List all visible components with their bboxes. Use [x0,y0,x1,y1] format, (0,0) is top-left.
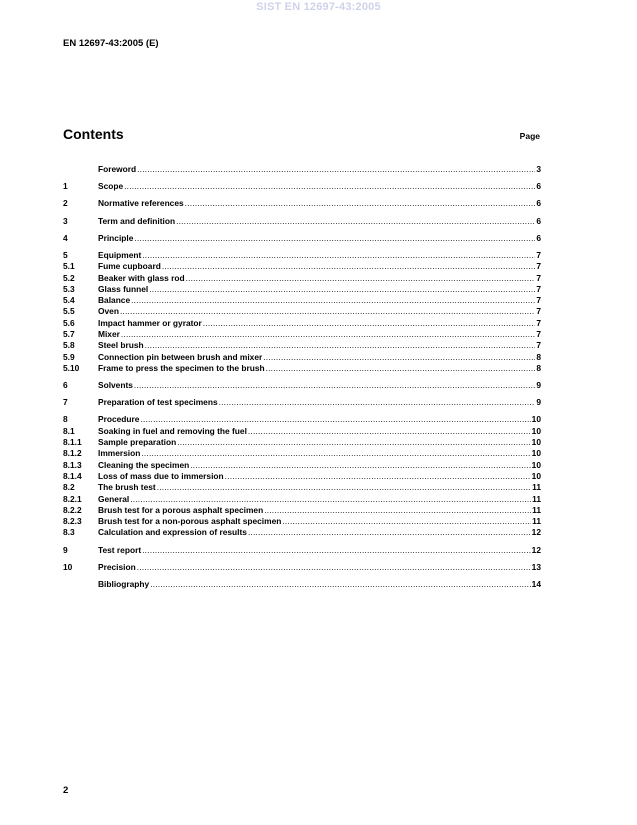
toc-entry-number: 7 [63,397,68,408]
toc-entry-page: 10 [531,470,541,481]
toc-entry-number: 2 [63,198,68,209]
toc-entry-page: 6 [536,215,541,226]
toc-entry-number: 10 [63,561,73,572]
toc-entry[interactable] [63,284,541,295]
toc-entry-title: Procedure [98,414,140,425]
toc-dot-leader [120,306,535,317]
toc-entry-number: 8.2.1 [63,493,82,504]
toc-entry-number: 5.5 [63,306,75,317]
toc-entry-title: Solvents [98,380,133,391]
toc-entry-title: Frame to press the specimen to the brush [98,362,265,373]
toc-entry-number: 1 [63,181,68,192]
toc-dot-leader [137,164,535,175]
toc-entry-title: Brush test for a non-porous asphalt specimen [98,516,282,527]
toc-entry-title: Impact hammer or gyrator [98,317,202,328]
toc-entry-title: Immersion [98,448,141,459]
toc-entry-number: 5.9 [63,351,75,362]
toc-entry-title: Bibliography [98,579,150,589]
toc-entry-title: Connection pin between brush and mixer [98,351,263,362]
toc-entry-number: 9 [63,544,68,555]
page-column-label: Page [519,131,540,141]
toc-dot-leader [248,527,531,538]
toc-entry-title: Brush test for a porous asphalt specimen [98,504,264,515]
toc-dot-leader [141,448,530,459]
toc-entry-number: 8.1.3 [63,459,82,470]
toc-entry-page: 14 [531,579,541,589]
toc-entry-page: 7 [536,272,541,283]
toc-entry-page: 7 [536,306,541,317]
document-id: EN 12697-43:2005 (E) [63,38,159,49]
toc-entry-page: 8 [536,362,541,373]
page-number: 2 [63,785,69,796]
toc-entry-number: 8.3 [63,527,75,538]
toc-entry[interactable] [63,318,541,329]
toc-entry-number: 8.1 [63,425,75,436]
toc-entry-title: Beaker with glass rod [98,272,185,283]
toc-entry-number: 8.2.3 [63,516,82,527]
toc-entry-title: Test report [98,544,142,555]
toc-entry-number: 5.8 [63,340,75,351]
toc-dot-leader [157,482,531,493]
toc-dot-leader [225,471,531,482]
toc-entry-page: 11 [532,493,541,504]
toc-entry[interactable] [63,505,541,516]
toc-entry[interactable] [63,352,541,363]
toc-entry-page: 7 [536,249,541,260]
toc-entry-number: 4 [63,232,68,243]
toc-entry-title: Preparation of test specimens [98,397,218,408]
toc-entry-page: 3 [536,164,541,174]
toc-entry-page: 7 [536,317,541,328]
toc-dot-leader [142,250,535,261]
toc-entry-title: Sample preparation [98,437,177,448]
toc-entry[interactable] [63,562,541,573]
toc-dot-leader [150,579,530,590]
toc-entry[interactable] [63,340,541,351]
toc-entry-page: 11 [532,516,541,527]
toc-entry[interactable] [63,329,541,340]
toc-entry[interactable] [63,414,541,425]
toc-entry-number: 5.6 [63,317,75,328]
toc-entry-title: Steel brush [98,340,144,351]
toc-entry-title: Glass funnel [98,283,149,294]
toc-entry-title: Fume cupboard [98,261,161,272]
toc-entry-page: 10 [531,448,541,459]
toc-dot-leader [134,233,535,244]
toc-entry-number: 5.3 [63,283,75,294]
toc-entry[interactable] [63,527,541,538]
toc-entry[interactable] [63,273,541,284]
toc-dot-leader [162,261,536,272]
toc-entry-number: 5.10 [63,362,80,373]
toc-dot-leader [140,414,530,425]
toc-entry[interactable] [63,460,541,471]
toc-entry[interactable] [63,579,541,590]
watermark: SIST EN 12697-43:2005 [256,1,381,13]
toc-dot-leader [190,460,530,471]
toc-entry-title: Equipment [98,249,142,260]
toc-entry-title: Mixer [98,329,120,340]
toc-entry-page: 7 [536,261,541,272]
toc-entry-number: 5.1 [63,261,75,272]
toc-dot-leader [219,397,536,408]
toc-dot-leader [186,273,536,284]
toc-dot-leader [130,494,531,505]
toc-entry-number: 5.2 [63,272,75,283]
toc-dot-leader [134,380,535,391]
toc-entry[interactable] [63,250,541,261]
toc-entry-number: 3 [63,215,68,226]
toc-entry-title: Loss of mass due to immersion [98,470,224,481]
toc-entry-page: 7 [536,295,541,306]
toc-entry-number: 5.4 [63,295,75,306]
toc-entry-page: 11 [532,482,541,493]
toc-entry[interactable] [63,306,541,317]
toc-entry-number: 6 [63,380,68,391]
toc-entry-page: 9 [536,397,541,408]
toc-dot-leader [248,426,531,437]
toc-entry-number: 8.2.2 [63,504,82,515]
toc-entry[interactable] [63,494,541,505]
toc-dot-leader [264,505,531,516]
toc-dot-leader [131,295,535,306]
toc-entry-title: The brush test [98,482,156,493]
toc-entry-title: Scope [98,181,124,192]
toc-entry-title: Precision [98,561,136,572]
toc-entry[interactable] [63,295,541,306]
toc-entry-page: 12 [531,544,541,555]
toc-entry[interactable] [63,181,541,192]
toc-entry-title: Calculation and expression of results [98,527,247,538]
toc-entry[interactable] [63,545,541,556]
toc-entry[interactable] [63,426,541,437]
toc-entry-page: 6 [536,181,541,192]
toc-entry-number: 5 [63,249,68,260]
toc-entry[interactable] [63,482,541,493]
toc-entry-page: 10 [531,414,541,425]
toc-entry-number: 5.7 [63,329,75,340]
toc-entry[interactable] [63,261,541,272]
toc-entry-title: Principle [98,232,134,243]
toc-entry-number: 8 [63,414,68,425]
toc-entry[interactable] [63,471,541,482]
toc-entry-number: 8.1.2 [63,448,82,459]
toc-entry-page: 7 [536,340,541,351]
toc-entry-title: General [98,493,130,504]
toc-entry[interactable] [63,437,541,448]
toc-entry[interactable] [63,216,541,227]
toc-entry-page: 6 [536,232,541,243]
toc-entry[interactable] [63,363,541,374]
toc-dot-leader [121,329,535,340]
toc-dot-leader [176,216,535,227]
toc-entry[interactable] [63,397,541,408]
toc-dot-leader [185,198,536,209]
toc-dot-leader [177,437,530,448]
toc-entry-page: 10 [531,425,541,436]
toc-entry-page: 8 [536,351,541,362]
toc-entry-title: Soaking in fuel and removing the fuel [98,425,247,436]
toc-dot-leader [149,284,535,295]
toc-entry-page: 7 [536,283,541,294]
toc-entry-page: 11 [532,504,541,515]
toc-dot-leader [263,352,535,363]
toc-entry-title: Oven [98,306,119,317]
toc-dot-leader [142,545,531,556]
toc-entry-page: 9 [536,380,541,391]
contents-title: Contents [63,126,124,142]
toc-dot-leader [282,516,531,527]
toc-entry-page: 13 [531,561,541,572]
toc-dot-leader [124,181,535,192]
toc-entry-page: 12 [531,527,541,538]
toc-entry[interactable] [63,198,541,209]
toc-entry-number: 8.2 [63,482,75,493]
toc-dot-leader [203,318,536,329]
toc-entry[interactable] [63,380,541,391]
toc-entry-title: Term and definition [98,215,176,226]
toc-entry-title: Balance [98,295,131,306]
toc-dot-leader [137,562,531,573]
toc-entry[interactable] [63,233,541,244]
toc-entry-number: 8.1.4 [63,470,82,481]
toc-entry-page: 10 [531,437,541,448]
toc-dot-leader [266,363,536,374]
toc-entry[interactable] [63,164,541,175]
toc-entry-page: 10 [531,459,541,470]
toc-entry-title: Normative references [98,198,184,209]
toc-entry-title: Foreword [98,164,137,174]
toc-entry-number: 8.1.1 [63,437,82,448]
table-of-contents [63,164,541,590]
toc-entry-title: Cleaning the specimen [98,459,190,470]
toc-entry[interactable] [63,516,541,527]
toc-dot-leader [145,340,536,351]
toc-entry[interactable] [63,448,541,459]
toc-entry-page: 6 [536,198,541,209]
toc-entry-page: 7 [536,329,541,340]
